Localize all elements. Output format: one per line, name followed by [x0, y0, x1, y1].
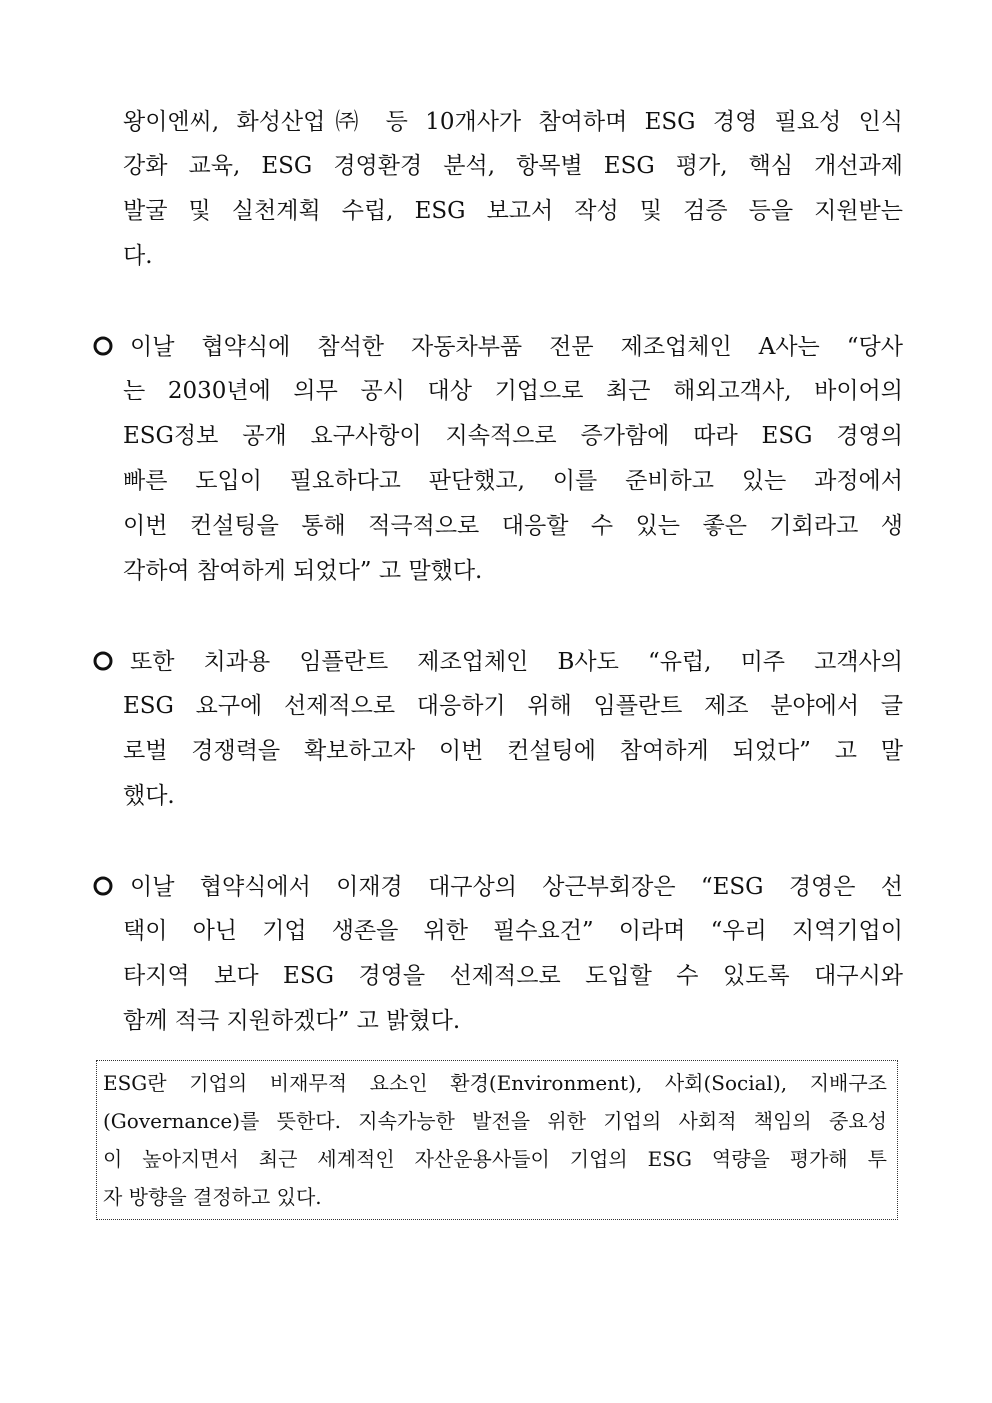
paragraph-line: 이날 협약식에서 이재경 대구상의 상근부회장은 “ESG 경영은 선 [130, 874, 903, 900]
paragraph-line: 는 2030년에 의무 공시 대상 기업으로 최근 해외고객사, 바이어의 [123, 378, 903, 404]
hollow-circle-bullet-icon [90, 648, 116, 674]
paragraph-line: 했다. [123, 783, 175, 809]
paragraph-line: 로벌 경쟁력을 확보하고자 이번 컨설팅에 참여하게 되었다” 고 말 [123, 738, 903, 764]
paragraph-line: 각하여 참여하게 되었다” 고 말했다. [123, 558, 483, 584]
paragraph-line: 강화 교육, ESG 경영환경 분석, 항목별 ESG 평가, 핵심 개선과제 [123, 153, 903, 179]
note-line: 자 방향을 결정하고 있다. [103, 1185, 322, 1209]
paragraph-line: 빠른 도입이 필요하다고 판단했고, 이를 준비하고 있는 과정에서 [123, 468, 903, 494]
paragraph-line: 발굴 및 실천계획 수립, ESG 보고서 작성 및 검증 등을 지원받는 [123, 198, 903, 224]
paragraph-line: 또한 치과용 임플란트 제조업체인 B사도 “유럽, 미주 고객사의 [130, 649, 903, 675]
paragraph-line: 이번 컨설팅을 통해 적극적으로 대응할 수 있는 좋은 기회라고 생 [123, 513, 903, 539]
paragraph-line: 이날 협약식에 참석한 자동차부품 전문 제조업체인 A사는 “당사 [130, 334, 903, 360]
hollow-circle-bullet-icon [90, 333, 116, 359]
note-line: (Governance)를 뜻한다. 지속가능한 발전을 위한 기업의 사회적 책임의 중요성 [103, 1109, 887, 1133]
hollow-circle-bullet-icon [90, 873, 116, 899]
paragraph-line: 타지역 보다 ESG 경영을 선제적으로 도입할 수 있도록 대구시와 [123, 963, 903, 989]
note-line: ESG란 기업의 비재무적 요소인 환경(Environment), 사회(Social), 지배구조 [103, 1071, 887, 1095]
note-line: 이 높아지면서 최근 세계적인 자산운용사들이 기업의 ESG 역량을 평가해 투 [103, 1147, 887, 1171]
paragraph-line: ESG정보 공개 요구사항이 지속적으로 증가함에 따라 ESG 경영의 [123, 423, 903, 449]
paragraph-line: 함께 적극 지원하겠다” 고 밝혔다. [123, 1008, 461, 1034]
paragraph-line: 다. [123, 243, 153, 269]
esg-definition-note-box [96, 1060, 898, 1220]
paragraph-line: ESG 요구에 선제적으로 대응하기 위해 임플란트 제조 분야에서 글 [123, 693, 903, 719]
paragraph-line: 택이 아닌 기업 생존을 위한 필수요건” 이라며 “우리 지역기업이 [123, 918, 903, 944]
paragraph-line: 왕이엔씨, 화성산업㈜ 등 10개사가 참여하며 ESG 경영 필요성 인식 [123, 109, 903, 135]
